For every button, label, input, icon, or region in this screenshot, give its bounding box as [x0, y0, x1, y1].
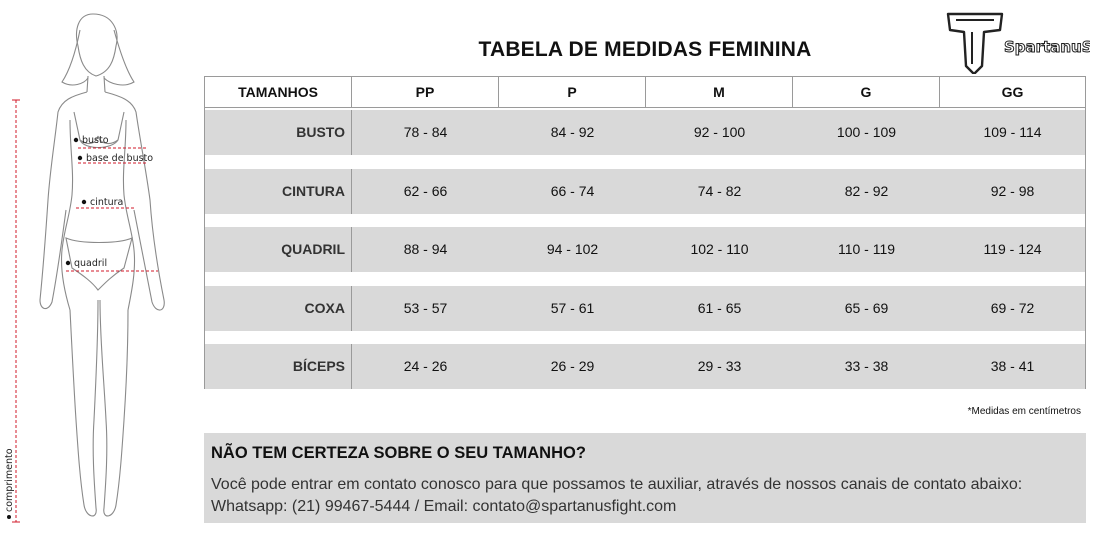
info-heading: NÃO TEM CERTEZA SOBRE O SEU TAMANHO?	[211, 444, 586, 462]
header-tamanhos: TAMANHOS	[205, 77, 352, 107]
table-cell: 57 - 61	[550, 300, 595, 316]
table-cell: 100 - 109	[836, 124, 897, 140]
table-cell: 66 - 74	[550, 183, 595, 199]
table-cell: 65 - 69	[844, 300, 889, 316]
label-base-de-busto: base de busto	[86, 153, 154, 164]
header-gg: GG	[1001, 84, 1024, 100]
table-cell: 102 - 110	[690, 241, 749, 257]
table-cell: 29 - 33	[697, 358, 742, 374]
table-cell: 33 - 38	[844, 358, 889, 374]
row-label: QUADRIL	[205, 227, 352, 272]
measure-lines	[66, 148, 158, 271]
units-note: *Medidas em centímetros	[967, 406, 1081, 417]
size-table	[204, 76, 1086, 389]
header-p: P	[499, 77, 646, 107]
table-cell: 69 - 72	[990, 300, 1035, 316]
table-cell: 92 - 98	[990, 183, 1035, 199]
header-pp: PP	[352, 77, 499, 107]
table-row	[205, 169, 1085, 214]
body-measurement-figure	[0, 0, 200, 535]
table-cell: 53 - 57	[403, 300, 448, 316]
brand-wordmark: SpartanuS	[1004, 38, 1090, 56]
table-cell: 26 - 29	[550, 358, 595, 374]
info-text: Você pode entrar em contato conosco para que possamos te auxiliar, através de nossos canais de contato abaixo:	[211, 476, 1023, 493]
row-label: BÍCEPS	[205, 344, 352, 389]
contact-details: Whatsapp: (21) 99467-5444 / Email: contato@spartanusfight.com	[211, 498, 677, 515]
label-busto: busto	[82, 135, 109, 146]
table-cell: 38 - 41	[990, 358, 1035, 374]
contact-info-box	[204, 433, 1086, 523]
table-cell: 62 - 66	[403, 183, 448, 199]
table-cell: 61 - 65	[697, 300, 742, 316]
row-label: CINTURA	[205, 169, 352, 214]
table-cell: 119 - 124	[983, 241, 1042, 257]
page-title: TABELA DE MEDIDAS FEMININA	[478, 38, 812, 61]
table-cell: 88 - 94	[403, 241, 448, 257]
table-cell: 74 - 82	[697, 183, 742, 199]
table-cell: 82 - 92	[844, 183, 889, 199]
table-cell: 24 - 26	[403, 358, 448, 374]
measure-dots	[7, 138, 86, 519]
label-cintura: cintura	[90, 197, 124, 208]
table-cell: 109 - 114	[983, 124, 1042, 140]
row-label: BUSTO	[205, 110, 352, 155]
table-row	[205, 344, 1085, 389]
label-comprimento: comprimento	[4, 448, 15, 512]
header-g: G	[793, 77, 940, 107]
header-m: M	[646, 77, 793, 107]
table-cell: 94 - 102	[546, 241, 599, 257]
table-header	[205, 77, 1085, 108]
row-label: COXA	[205, 286, 352, 331]
table-cell: 92 - 100	[693, 124, 746, 140]
table-cell: 110 - 119	[837, 241, 896, 257]
table-row	[205, 286, 1085, 331]
table-cell: 78 - 84	[403, 124, 448, 140]
table-row	[205, 227, 1085, 272]
table-row	[205, 110, 1085, 155]
table-cell: 84 - 92	[550, 124, 595, 140]
label-quadril: quadril	[74, 258, 108, 269]
